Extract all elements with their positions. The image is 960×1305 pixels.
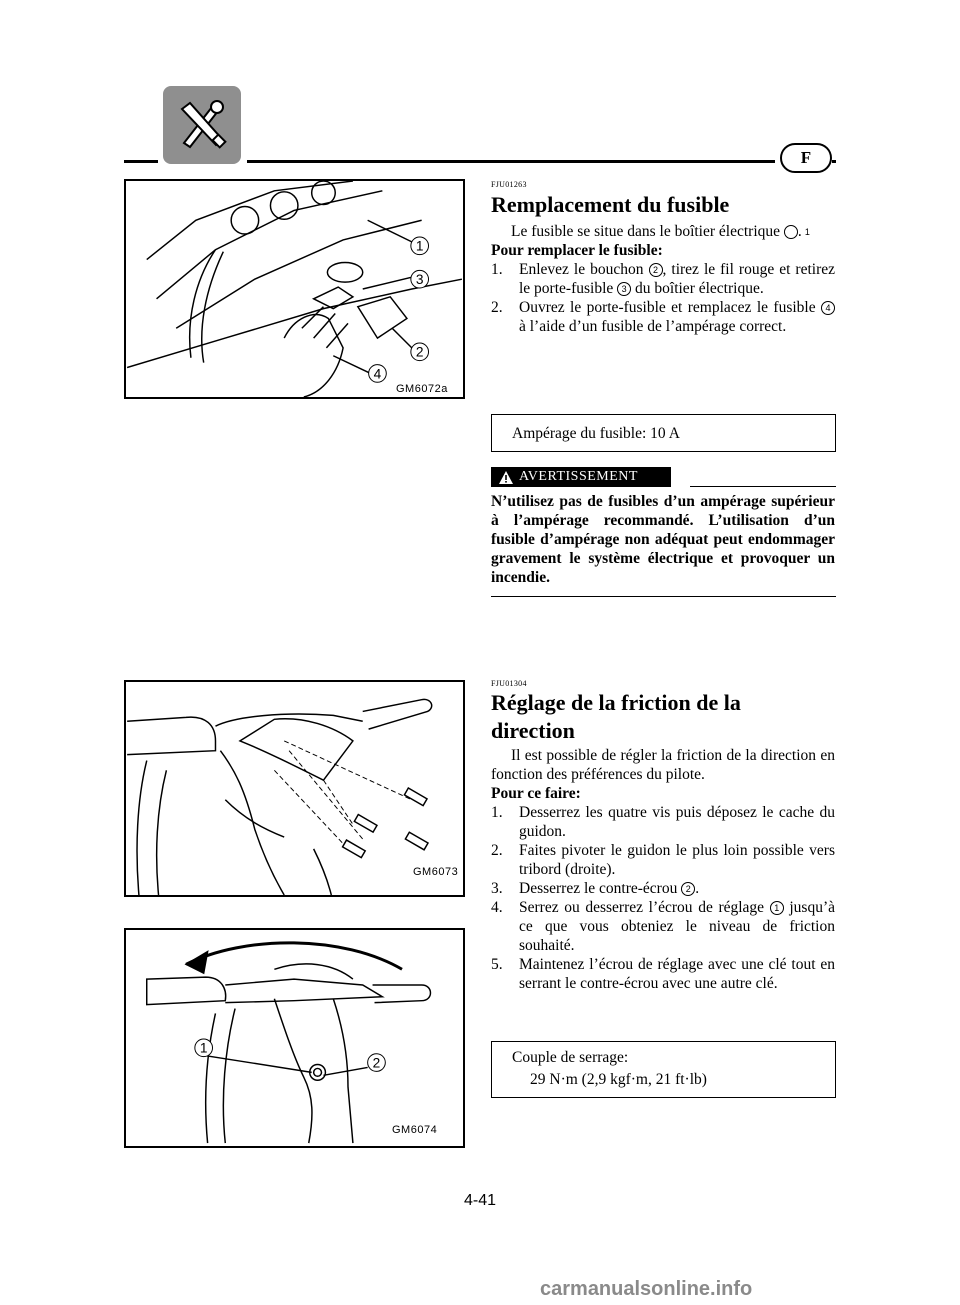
fuse-callout-1: 1 (415, 238, 424, 254)
procedure-step: 1. Desserrez les quatre vis puis déposez le cache du guidon. (491, 804, 835, 840)
fuse-callout-3: 3 (415, 272, 424, 288)
warning-badge (491, 467, 671, 487)
steering-callout-1: 1 (199, 1040, 208, 1056)
spec-text: Ampérage du fusible: 10 A (512, 425, 680, 442)
intro-paragraph: Le fusible se situe dans le boîtier électrique 1. (511, 223, 810, 240)
section2-body (491, 746, 835, 993)
steering-adjustment-illustration (126, 930, 463, 1146)
figure-code: GM6073 (413, 866, 459, 878)
procedure-step: 1. Enlevez le bouchon 2 , tirez le fil rouge et retirez le porte-fusible 3 du boîtier électrique. (491, 261, 835, 297)
section-code: FJU01263 (491, 180, 527, 189)
spec-value: 29 N·m (2,9 kgf·m, 21 ft·lb) (530, 1071, 707, 1088)
handlebar-cover-illustration (126, 682, 463, 895)
handlebar-cover-figure (124, 680, 465, 897)
steering-adjustment-figure (124, 928, 465, 1148)
spec-box (491, 414, 836, 452)
ref-marker: 1 (784, 225, 798, 239)
page-number: 4-41 (463, 1192, 497, 1209)
section-code: FJU01304 (491, 679, 527, 688)
tool-badge (163, 86, 241, 164)
figure-code: GM6072a (396, 383, 448, 395)
fuse-figure (124, 179, 465, 399)
figure-code: GM6074 (392, 1124, 438, 1136)
procedure-step: 3. Desserrez le contre-écrou 2 . (491, 880, 700, 897)
header-rule-right (832, 160, 836, 163)
fuse-illustration (126, 181, 463, 397)
procedure-step: 2. Ouvrez le porte-fusible et remplacez le fusible 4 à l’aide d’un fusible de l’ampérage correct. (491, 298, 835, 336)
header-rule-left (124, 160, 158, 163)
language-badge: F (780, 143, 832, 173)
warning-rule-top (690, 486, 836, 487)
steering-callout-2: 2 (372, 1055, 381, 1071)
fuse-callout-2: 2 (415, 344, 424, 360)
watermark: carmanualsonline.info (540, 1278, 753, 1300)
procedure-list (491, 260, 835, 336)
section-title: Réglage de la friction de la direction (491, 690, 741, 743)
wrench-screwdriver-icon (170, 93, 234, 157)
procedure-heading: Pour ce faire: (491, 785, 581, 802)
section1-body (491, 222, 835, 336)
warning-label: AVERTISSEMENT (519, 469, 638, 484)
spec-label: Couple de serrage: (512, 1049, 629, 1066)
header-rule-middle (247, 160, 775, 163)
fuse-callout-4: 4 (373, 366, 382, 382)
warning-rule-bottom (491, 596, 836, 597)
procedure-step: 2. Faites pivoter le guidon le plus loin possible vers tribord (droite). (491, 842, 835, 878)
procedure-step: 4. Serrez ou desserrez l’écrou de réglage 1 jusqu’à ce que vous obteniez le niveau de friction souhaité. (491, 899, 835, 954)
warning-triangle-icon (499, 471, 513, 484)
procedure-list (491, 803, 835, 993)
procedure-step: 5. Maintenez l’écrou de réglage avec une clé tout en serrant le contre-écrou avec une autre clé. (491, 956, 835, 992)
torque-spec-box (491, 1041, 836, 1098)
procedure-heading: Pour remplacer le fusible: (491, 242, 663, 259)
intro-paragraph: Il est possible de régler la friction de la direction en fonction des préférences du pilote. (491, 747, 835, 783)
warning-text: N’utilisez pas de fusibles d’un ampérage supérieur à l’ampérage recommandé. L’utilisation d’un fusible d’ampérage non adéquat peut endommager gravement le système électrique et provoquer un incendie. (491, 493, 835, 586)
section-title: Remplacement du fusible (491, 192, 730, 217)
